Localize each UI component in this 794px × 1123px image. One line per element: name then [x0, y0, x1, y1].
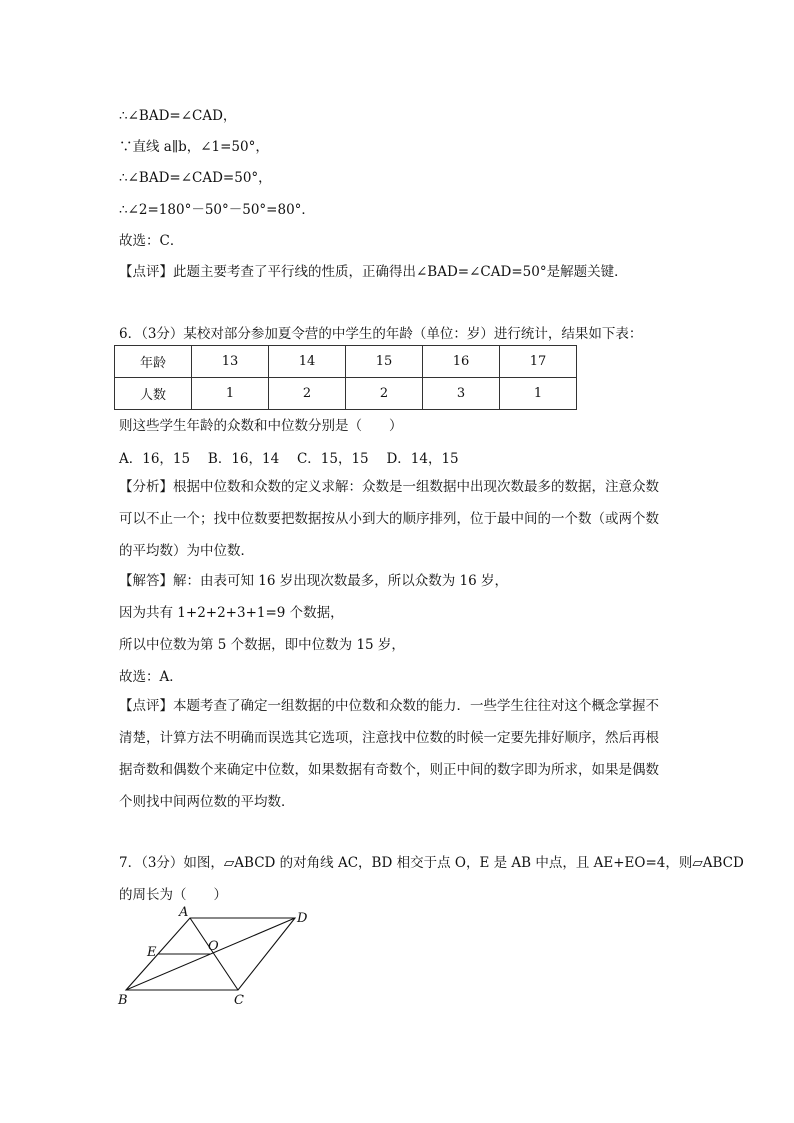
table-row-label: 年龄 — [115, 346, 192, 378]
table-cell: 16 — [423, 346, 500, 378]
solution-line-3: ∴∠BAD=∠CAD=50°， — [119, 170, 272, 186]
analysis-line: 可以不止一个；找中位数要把数据按从小到大的顺序排列，位于最中间的一个数（或两个数 — [119, 511, 659, 527]
table-cell: 2 — [346, 378, 423, 410]
label-c: C — [234, 993, 244, 1008]
q7-stem-line: 7．（3分）如图，▱ABCD 的对角线 AC，BD 相交于点 O，E 是 AB 中点，且 AE+EO=4，则▱ABCD — [119, 855, 744, 871]
solution-line-1: ∴∠BAD=∠CAD， — [119, 108, 237, 124]
q6-options: A．16，15 B．16，14 C．15，15 D．14，15 — [119, 451, 459, 467]
table-cell: 1 — [500, 378, 577, 410]
label-d: D — [297, 911, 308, 926]
answer-line: 【解答】解：由表可知 16 岁出现次数最多，所以众数为 16 岁， — [119, 573, 509, 589]
table-cell: 14 — [269, 346, 346, 378]
table-cell: 3 — [423, 378, 500, 410]
analysis-line: 【分析】根据中位数和众数的定义求解：众数是一组数据中出现次数最多的数据，注意众数 — [119, 479, 659, 495]
label-o: O — [208, 939, 219, 954]
answer-line: 故选：A． — [119, 669, 183, 685]
table-row-ages — [115, 346, 577, 378]
label-e: E — [147, 945, 157, 960]
comment-line: 【点评】本题考查了确定一组数据的中位数和众数的能力．一些学生往往对这个概念掌握不 — [119, 698, 659, 714]
q6-analysis — [119, 477, 679, 573]
table-row-counts — [115, 378, 577, 410]
q7-stem-line: 的周长为（ ） — [119, 887, 227, 903]
comment-line: 清楚，计算方法不明确而误选其它选项，注意找中位数的时候一定要先排好顺序，然后再根 — [119, 730, 659, 746]
comment-line: 据奇数和偶数个来确定中位数，如果数据有奇数个，则正中间的数字即为所求，如果是偶数 — [119, 762, 659, 778]
comment-line: 个则找中间两位数的平均数． — [119, 794, 295, 810]
table-cell: 17 — [500, 346, 577, 378]
q6-comment — [119, 696, 679, 824]
answer-line: 因为共有 1+2+2+3+1=9 个数据， — [119, 605, 344, 621]
solution-conclusion: 故选：C． — [119, 233, 184, 249]
solution-comment: 【点评】此题主要考查了平行线的性质，正确得出∠BAD=∠CAD=50°是解题关键． — [119, 264, 628, 280]
parallelogram-figure — [112, 904, 312, 1009]
answer-line: 所以中位数为第 5 个数据，即中位数为 15 岁， — [119, 637, 405, 653]
analysis-line: 的平均数）为中位数． — [119, 543, 254, 559]
table-cell: 1 — [192, 378, 269, 410]
age-table — [114, 345, 577, 410]
solution-line-2: ∵直线 a∥b，∠1=50°， — [119, 139, 269, 155]
table-cell: 15 — [346, 346, 423, 378]
solution-line-4: ∴∠2=180°－50°－50°=80°． — [119, 202, 315, 218]
q6-stem: 6．（3分）某校对部分参加夏令营的中学生的年龄（单位：岁）进行统计，结果如下表： — [119, 326, 643, 342]
table-row-label: 人数 — [115, 378, 192, 410]
table-cell: 2 — [269, 378, 346, 410]
label-a: A — [179, 905, 189, 920]
q6-answer — [119, 571, 679, 699]
q6-question: 则这些学生年龄的众数和中位数分别是（ ） — [119, 418, 403, 434]
table-cell: 13 — [192, 346, 269, 378]
label-b: B — [118, 993, 128, 1008]
